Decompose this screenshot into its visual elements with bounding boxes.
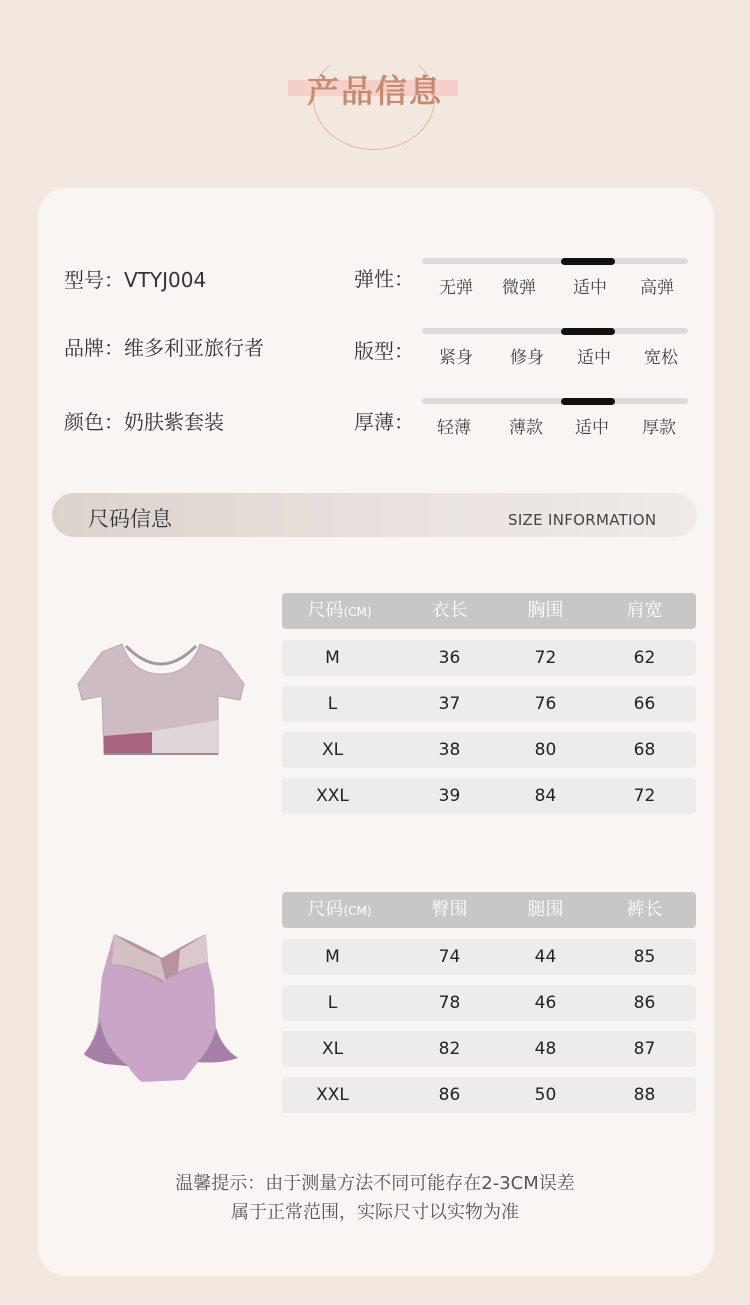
table-cell: 50	[534, 1085, 557, 1105]
table-row	[282, 985, 696, 1021]
scale-selected-marker	[561, 258, 615, 265]
table-cell: M	[325, 648, 340, 668]
table-cell: 44	[534, 947, 557, 967]
table-row	[282, 939, 696, 975]
attr-thickness-scale	[422, 398, 688, 404]
table-row	[282, 732, 696, 768]
column-header: 肩宽	[626, 600, 663, 621]
table-cell: XL	[321, 1039, 344, 1059]
attr-option: 轻薄	[437, 418, 471, 438]
attr-fit-scale	[422, 328, 688, 334]
page-title: 产品信息	[306, 72, 443, 110]
table-cell: 46	[534, 993, 557, 1013]
table-row	[282, 686, 696, 722]
attr-option: 适中	[577, 348, 611, 368]
table-row	[282, 778, 696, 814]
attr-option: 无弹	[439, 278, 473, 298]
measurement-note-2: 属于正常范围，实际尺寸以实物为准	[231, 1202, 519, 1223]
table-cell: L	[327, 694, 338, 714]
attr-option: 宽松	[644, 348, 678, 368]
table-cell: 38	[438, 740, 461, 760]
column-header: 胸围	[527, 600, 564, 621]
product-color: 颜色：奶肤紫套装	[64, 410, 224, 434]
table-cell: 39	[438, 786, 461, 806]
bottom-table-header	[282, 892, 696, 928]
column-header: 裤长	[626, 899, 663, 920]
table-cell: 86	[438, 1085, 461, 1105]
table-cell: 80	[534, 740, 557, 760]
table-cell: 76	[534, 694, 557, 714]
attr-option: 修身	[510, 348, 544, 368]
product-brand: 品牌：维多利亚旅行者	[64, 336, 264, 360]
table-cell: 36	[438, 648, 461, 668]
table-cell: 86	[633, 993, 656, 1013]
table-cell: 88	[633, 1085, 656, 1105]
crop-top-image	[72, 636, 248, 762]
table-cell: XXL	[316, 1085, 349, 1105]
attr-option: 微弹	[502, 278, 536, 298]
attr-option: 紧身	[439, 348, 473, 368]
attr-elasticity-label: 弹性：	[354, 267, 414, 291]
size-column-header: 尺码(CM)	[307, 899, 372, 920]
attr-fit-label: 版型：	[354, 339, 414, 363]
table-cell: XXL	[316, 786, 349, 806]
product-model: 型号：VTYJ004	[64, 268, 207, 292]
table-cell: 62	[633, 648, 656, 668]
attr-option: 适中	[573, 278, 607, 298]
table-cell: 37	[438, 694, 461, 714]
attr-option: 薄款	[509, 418, 543, 438]
top-table-header	[282, 593, 696, 629]
attr-option: 厚款	[642, 418, 676, 438]
column-header: 腿围	[527, 899, 564, 920]
size-info-title: 尺码信息	[88, 507, 172, 531]
column-header: 臀围	[431, 899, 468, 920]
table-cell: 72	[534, 648, 557, 668]
table-cell: 82	[438, 1039, 461, 1059]
size-info-subtitle: SIZE INFORMATION	[508, 511, 657, 529]
table-row	[282, 640, 696, 676]
scale-selected-marker	[561, 328, 615, 335]
table-cell: 48	[534, 1039, 557, 1059]
table-cell: 85	[633, 947, 656, 967]
table-row	[282, 1031, 696, 1067]
table-cell: 66	[633, 694, 656, 714]
table-cell: 87	[633, 1039, 656, 1059]
table-cell: M	[325, 947, 340, 967]
scale-selected-marker	[561, 398, 615, 405]
table-cell: 84	[534, 786, 557, 806]
table-cell: L	[327, 993, 338, 1013]
attr-elasticity-scale	[422, 258, 688, 264]
table-cell: 78	[438, 993, 461, 1013]
table-cell: 74	[438, 947, 461, 967]
attr-option: 适中	[575, 418, 609, 438]
size-column-header: 尺码(CM)	[307, 600, 372, 621]
table-cell: 68	[633, 740, 656, 760]
table-cell: 72	[633, 786, 656, 806]
measurement-note: 温馨提示：由于测量方法不同可能存在2-3CM误差	[175, 1173, 575, 1194]
shorts-image	[82, 928, 240, 1086]
column-header: 衣长	[431, 600, 468, 621]
table-cell: XL	[321, 740, 344, 760]
table-row	[282, 1077, 696, 1113]
attr-thickness-label: 厚薄：	[354, 410, 414, 434]
attr-option: 高弹	[640, 278, 674, 298]
